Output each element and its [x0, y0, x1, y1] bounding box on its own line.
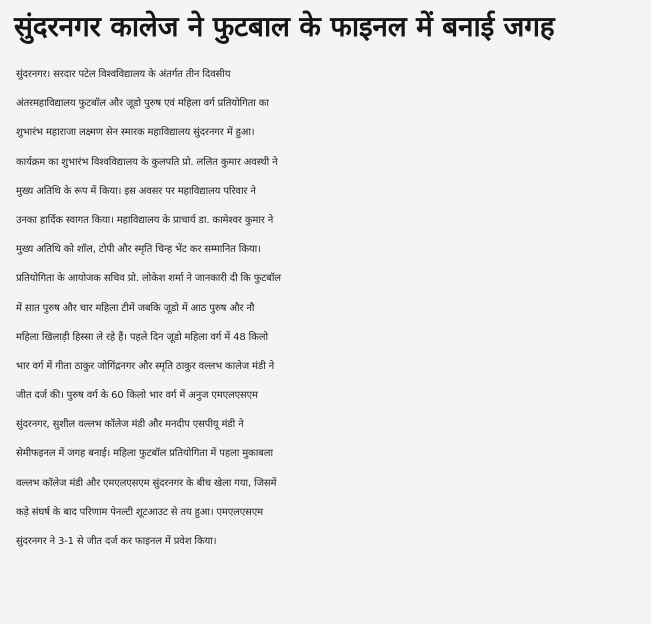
article-headline: सुंदरनगर कालेज ने फुटबाल के फाइनल में बनाई जगह [14, 10, 555, 43]
article-line: महिला खिलाड़ी हिस्सा ले रहे हैं। पहले दिन जूडो महिला वर्ग में 48 किलो [16, 331, 268, 343]
article-line: जीत दर्ज की। पुरुष वर्ग के 60 किलो भार वर्ग में अनुज एमएलएसएम [16, 390, 258, 402]
article-line: अंतरमहाविद्यालय फुटबॉल और जूडो पुरुष एवं महिला वर्ग प्रतियोगिता का [16, 98, 269, 110]
article-line: सेमीफइनल में जगह बनाई। महिला फुटबॉल प्रतियोगिता में पहला मुकाबला [16, 448, 273, 460]
article-line: सुंदरनगर ने 3-1 से जीत दर्ज कर फाइनल में प्रवेश किया। [16, 536, 217, 547]
article-body [16, 60, 641, 556]
article-line: उनका हार्दिक स्वागत किया। महाविद्यालय के प्राचार्य डा. कामेश्वर कुमार ने [16, 214, 274, 226]
article-line: वल्लभ कॉलेज मंडी और एमएलएसएम सुंदरनगर के बीच खेला गया, जिसमें [16, 477, 277, 489]
article-line: मुख्य अतिथि को शॉल, टोपी और स्मृति चिन्ह भेंट कर सम्मानित किया। [16, 244, 261, 256]
article-line: में सात पुरुष और चार महिला टीमें जबकि जूडो में आठ पुरुष और नौ [16, 302, 255, 314]
article-line: सुंदरनगर, सुशील वल्लभ कॉलेज मंडी और मनदीप एसपीयू मंडी ने [16, 419, 244, 431]
article-line: कार्यक्रम का शुभारंभ विश्वविद्यालय के कुलपति प्रो. ललित कुमार अवस्थी ने [16, 156, 278, 168]
article-line: भार वर्ग में गीता ठाकुर जोगिंद्रनगर और स्मृति ठाकुर वल्लभ कालेज मंडी ने [16, 360, 275, 372]
article-line: प्रतियोगिता के आयोजक सचिव प्रो. लोकेश शर्मा ने जानकारी दी कि फुटबॉल [16, 273, 281, 285]
article-line: मुख्य अतिथि के रूप में किया। इस अवसर पर महाविद्यालय परिवार ने [16, 185, 256, 197]
article-line: शुभारंभ महाराजा लक्ष्मण सेन स्मारक महाविद्यालय सुंदरनगर में हुआ। [16, 127, 255, 139]
article-line: कड़े संघर्ष के बाद परिणाम पेनल्टी शूटआउट से तय हुआ। एमएलएसएम [16, 506, 263, 518]
article-line: सुंदरनगर। सरदार पटेल विश्वविद्यालय के अंतर्गत तीन दिवसीय [16, 69, 231, 80]
